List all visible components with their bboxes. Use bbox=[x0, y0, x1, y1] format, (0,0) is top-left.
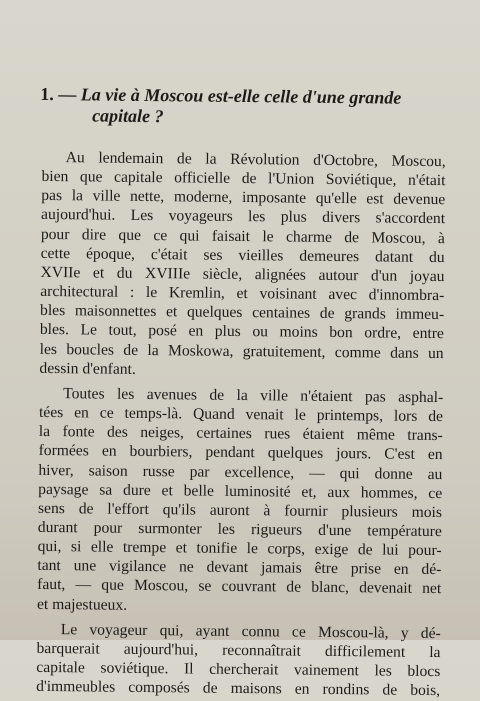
text-line: d'immeubles composés de maisons en rondins de bois, bbox=[36, 678, 441, 700]
text-line: aujourd'hui. Les voyageurs les plus divers s'accordent bbox=[41, 206, 446, 228]
body-text bbox=[36, 148, 446, 701]
paragraph bbox=[36, 620, 441, 701]
text-line: capitale soviétique. Il chercherait vainement les blocs bbox=[36, 658, 441, 681]
section-number: 1. — bbox=[40, 83, 77, 105]
text-line: paysage sa dure et belle luminosité et, aux hommes, ce bbox=[38, 480, 443, 502]
text-line: faut, — que Moscou, se couvrant de blanc, devenait net bbox=[37, 576, 442, 598]
paragraph bbox=[39, 148, 445, 382]
text-line: tant une vigilance ne devant jamais être prise en dé- bbox=[37, 557, 442, 579]
text-line: formées en bourbiers, pendant quelques jours. C'est en bbox=[38, 442, 443, 464]
paragraph bbox=[37, 384, 443, 618]
text-line: architectural : le Kremlin, et voisinant avec d'innombra- bbox=[40, 283, 445, 305]
text-line: Toutes les avenues de la ville n'étaient pas asphal- bbox=[63, 385, 444, 407]
text-line: hiver, saison russe par excellence, — qui donne au bbox=[38, 461, 443, 483]
text-line: sens de l'effort qu'ils auront à fournir plusieurs mois bbox=[37, 499, 443, 521]
text-line: barquerait aujourd'hui, reconnaîtrait difficilement la bbox=[36, 639, 441, 662]
text-line: pour dire que ce qui faisait le charme de Moscou, à bbox=[40, 225, 445, 247]
text-line: pas la ville nette, moderne, imposante qu'elle est devenue bbox=[41, 187, 446, 209]
section-title-line-1: La vie à Moscou est-elle celle d'une grande bbox=[80, 84, 402, 108]
text-line: et majestueux. bbox=[36, 595, 128, 614]
text-line: la fonte des neiges, certaines rues étaient même trans- bbox=[38, 423, 443, 445]
text-line: qui, si elle trempe et tonifie le corps, exige de lui pour- bbox=[37, 538, 442, 560]
section-title-line-2: capitale ? bbox=[92, 105, 164, 127]
text-line: dessin d'enfant. bbox=[39, 359, 136, 378]
text-line: bles. Le tout, posé en plus ou moins bon ordre, entre bbox=[39, 321, 444, 343]
text-line: durant pour surmonter les rigueurs d'une température bbox=[37, 518, 442, 541]
text-line: Au lendemain de la Révolution d'Octobre, Moscou, bbox=[65, 149, 446, 171]
text-line: cette époque, c'était ses vieilles demeures datant du bbox=[40, 244, 445, 266]
text-line: XVIIe et du XVIIIe siècle, alignées autour d'un joyau bbox=[40, 263, 445, 286]
section-heading bbox=[40, 84, 450, 130]
text-line: tées en ce temps-là. Quand venait le printemps, lors de bbox=[38, 403, 444, 426]
text-line: les boucles de la Moskowa, gratuitement, comme dans un bbox=[39, 340, 444, 362]
text-line: bles maisonnettes et quelques centaines de grands immeu- bbox=[39, 302, 445, 324]
text-line: Le voyageur qui, ayant connu ce Moscou-là, y dé- bbox=[60, 620, 441, 642]
text-line: bien que capitale officielle de l'Union Soviétique, n'était bbox=[41, 168, 446, 190]
